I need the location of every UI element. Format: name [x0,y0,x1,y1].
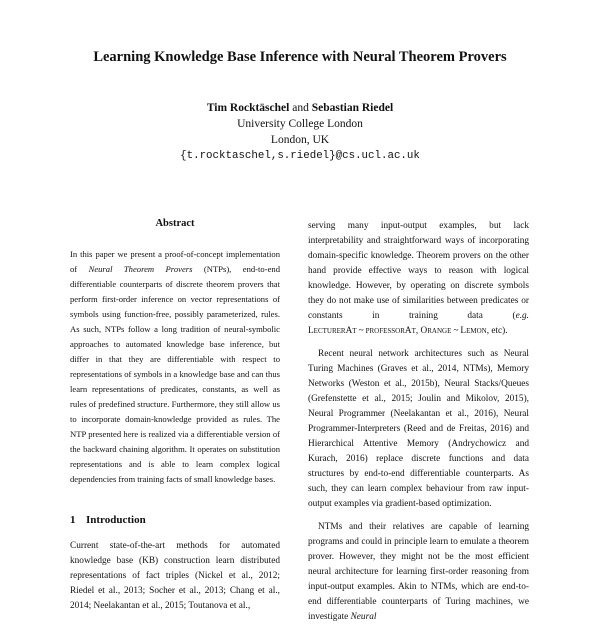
eg-emphasis: e.g. [515,311,529,321]
right-p3-emphasis: Neural [350,612,377,622]
right-p1-end: , etc). [486,326,508,336]
author-conjunction: and [292,102,309,114]
right-p3-text: NTMs and their relatives are capable of learning programs and could in principle learn to emulate a theorem prover. However, they might not be the most efficient neural architecture for learning first-order reasoning from input-output examples. Akin to NTMs, which are end-to-end differentiable counterparts of Turing machines, we investigate [308,522,529,622]
author-name-1: Tim Rocktäschel [206,102,290,114]
predicate-lecturerat: LecturerAt [308,326,357,336]
author-location: London, UK [270,134,330,146]
paper-title: Learning Knowledge Base Inference with Neural Theorem Provers [93,49,507,65]
author-affiliation: University College London [237,118,363,130]
section-number: 1 [70,514,76,526]
author-names [0,100,600,116]
author-email: {t.rocktaschel,s.riedel}@cs.ucl.ac.uk [180,150,420,162]
intro-paragraph: Current state-of-the-art methods for automated knowledge base (KB) construction learn distributed representations of fact triples (Nickel et al., 2012; Riedel et al., 2013; Socher et al., 2013; Chang et al., 2014; Neelakantan et al., 2015; Toutanova et al., [70,541,280,611]
abstract-text-rest: (NTPs), end-to-end differentiable counterparts of discrete theorem provers that perform first-order inference on vector representations of symbols using function-free, possibly parameterized, rules. As such, NTPs follow a long tradition of neural-symbolic approaches to automated knowledge base inference, but differ in that they are differentiable with respect to representations of symbols in a knowledge base and can thus learn representations of predicates, constants, as well as rules of predefined structure. Furthermore, they still allow us to incorporate domain-knowledge provided as rules. The NTP presented here is realized via a differentiable version of the backward chaining algorithm. It operates on substitution representations and is able to learn complex logical dependencies from training facts of small knowledge bases. [70,264,280,484]
similarity-symbol-2: ~ [453,326,459,336]
constant-orange: Orange [420,326,452,336]
constant-lemon: Lemon [460,326,487,336]
abstract-heading: Abstract [155,218,195,229]
section-heading-introduction [70,513,280,527]
right-p1-text: serving many input-output examples, but lack interpretability and straightforward ways of incorporating domain-specific knowledge. Theorem provers on the other hand provide effective ways to reason with logical knowledge. However, by operating on discrete symbols they do not make use of similarities between predicates or constants in training data ( [308,221,529,321]
abstract-emphasis: Neural Theorem Provers [88,264,193,274]
right-column [308,219,529,625]
right-paragraph-1 [308,219,529,339]
abstract-text-start: In this paper we present a proof-of-concept implementation of [70,249,280,274]
predicate-separator: , [415,326,421,336]
author-block [0,100,600,164]
right-paragraph-3 [308,520,529,625]
right-paragraph-2: Recent neural network architectures such as Neural Turing Machines (Graves et al., 2014, NTMs), Memory Networks (Weston et al., 2015b), Neural Stacks/Queues (Grefenstette et al., 2015; Joulin and Mikolov, 2015), Neural Programmer (Neelakantan et al., 2016), Neural Programmer-Interpreters (Reed and de Freitas, 2016) and Hierarchical Attentive Memory (Andrychowicz and Kurach, 2016) replace discrete functions and data structures by end-to-end differentiable counterparts. As such, they can learn complex behaviour from raw input-output examples via gradient-based optimization. [308,349,529,509]
section-heading-text: Introduction [86,514,146,526]
author-name-2: Sebastian Riedel [311,102,394,114]
left-column [70,216,280,614]
similarity-symbol-1: ~ [358,326,364,336]
predicate-professorat: professorAt [365,326,416,336]
abstract-paragraph [70,247,280,487]
